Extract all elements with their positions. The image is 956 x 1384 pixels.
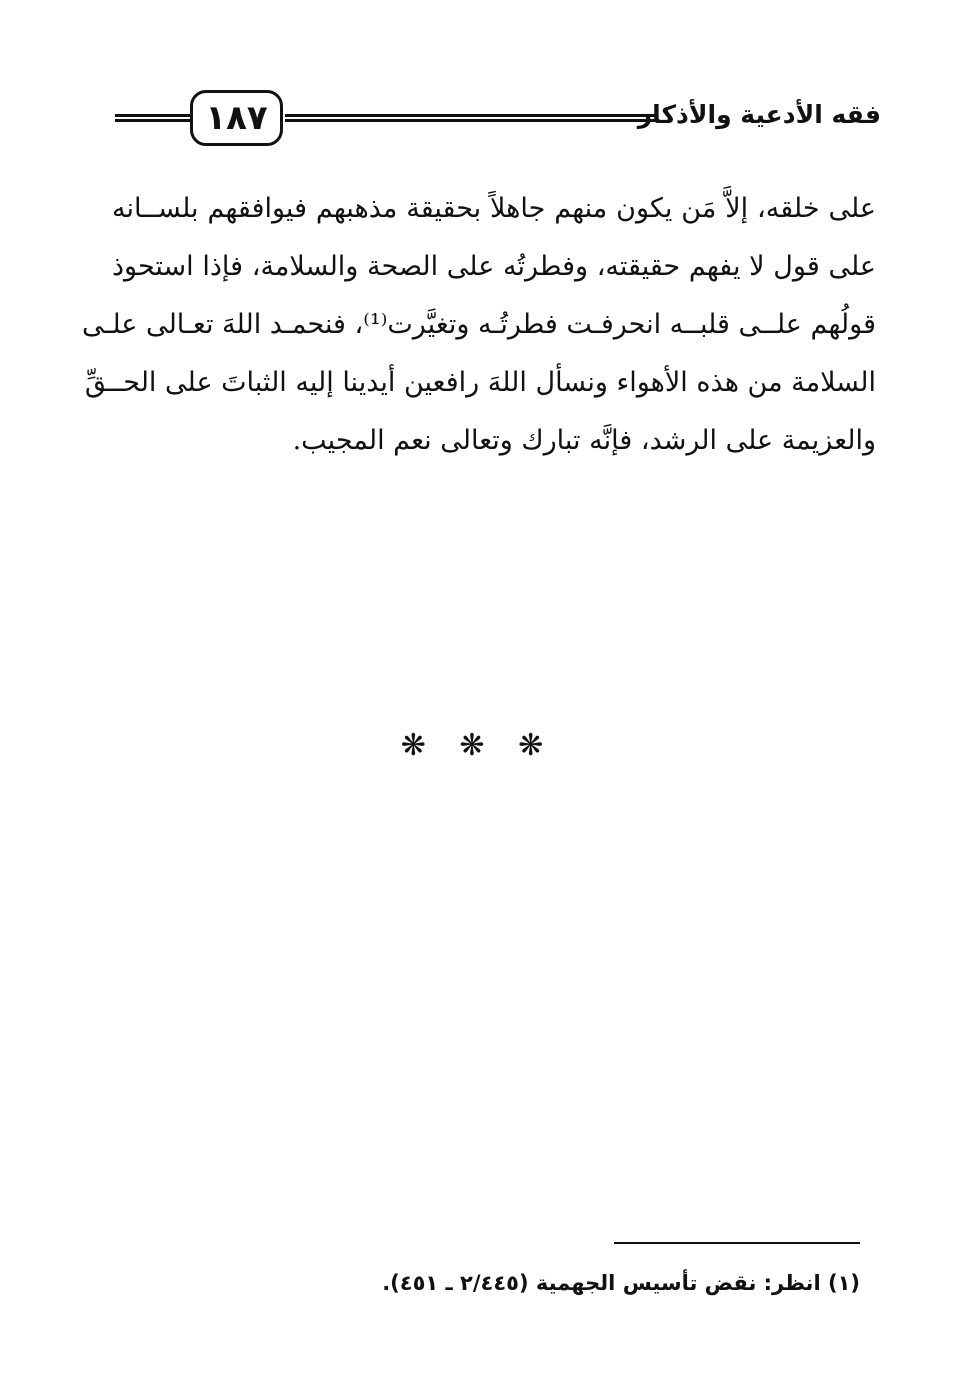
body-line: قولُهم علــى قلبــه انحرفـت فطرتُـه وتغيَّرت⁽¹⁾، فنحمـد اللهَ تعـالى علـى [82,309,876,340]
footnote: (١) انظر: نقض تأسيس الجهمية (٢/٤٤٥ ـ ٤٥١). [382,1271,860,1295]
body-line: السلامة من هذه الأهواء ونسأل اللهَ رافعين أيدينا إليه الثباتَ على الحــقِّ [84,367,876,398]
body-paragraph [82,180,876,470]
header-rule-left [115,114,190,122]
body-line: والعزيمة على الرشد، فإنَّه تبارك وتعالى نعم المجيب. [292,425,876,456]
body-line: على خلقه، إلاَّ مَن يكون منهم جاهلاً بحقيقة مذهبهم فيوافقهم بلســانه [112,193,876,224]
page-number: ١٨٧ [190,90,283,146]
running-title: فقه الأدعية والأذكار [637,100,881,129]
header-rule-middle [285,114,655,122]
section-separator: ❋ ❋ ❋ [400,728,556,763]
footnote-divider [614,1242,860,1244]
page-header [115,84,881,150]
body-line: على قول لا يفهم حقيقته، وفطرتُه على الصحة والسلامة، فإذا استحوذ [112,251,876,282]
